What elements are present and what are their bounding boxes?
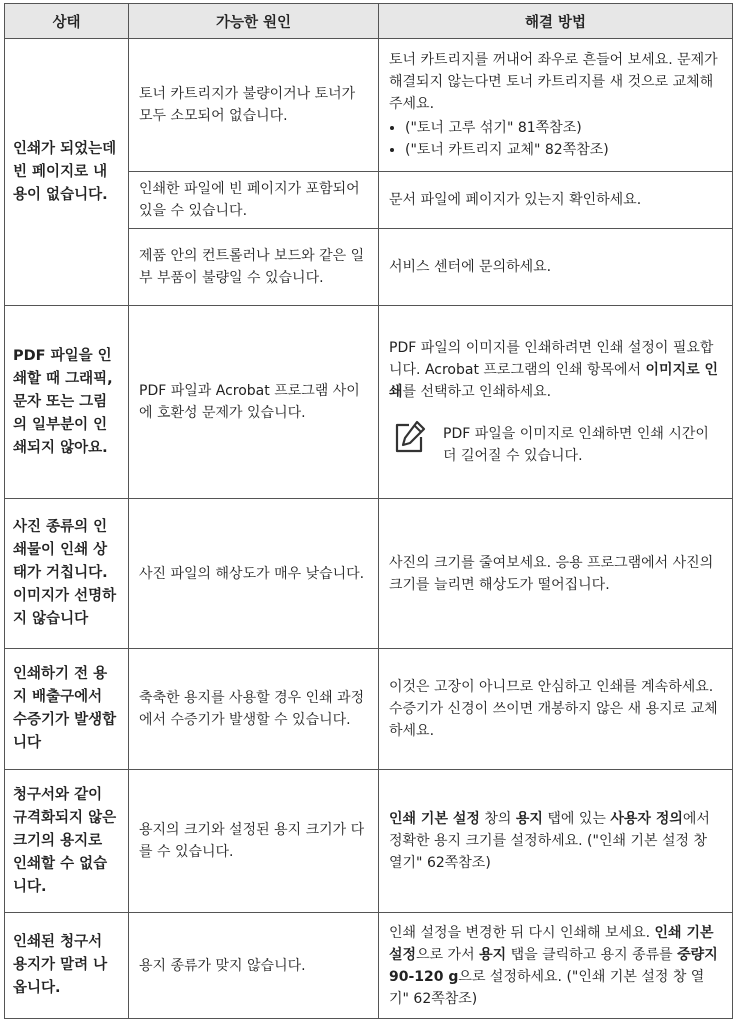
table-row	[5, 499, 733, 649]
cause-cell: 인쇄한 파일에 빈 페이지가 포함되어 있을 수 있습니다.	[129, 172, 379, 229]
cause-cell: 사진 파일의 해상도가 매우 낮습니다.	[129, 499, 379, 649]
solution-cell: 문서 파일에 페이지가 있는지 확인하세요.	[379, 172, 733, 229]
solution-text: PDF 파일의 이미지를 인쇄하려면 인쇄 설정이 필요합니다. Acrobat 프로그램의 인쇄 항목에서 이미지로 인쇄를 선택하고 인쇄하세요.	[389, 340, 719, 400]
solution-cell: 사진의 크기를 줄여보세요. 응용 프로그램에서 사진의 크기를 늘리면 해상도가 떨어집니다.	[379, 499, 733, 649]
cause-cell: 토너 카트리지가 불량이거나 토너가 모두 소모되어 없습니다.	[129, 39, 379, 172]
table-row	[5, 39, 733, 172]
header-row	[5, 4, 733, 39]
emphasis-text: 중량지 90-120 g	[389, 946, 718, 985]
status-cell: 인쇄가 되었는데 빈 페이지로 내용이 없습니다.	[5, 39, 129, 306]
solution-cell: 서비스 센터에 문의하세요.	[379, 229, 733, 306]
troubleshooting-table	[4, 3, 733, 1019]
status-cell: 청구서와 같이 규격화되지 않은 크기의 용지로 인쇄할 수 없습니다.	[5, 770, 129, 913]
note-pencil-icon	[389, 417, 429, 457]
table-row	[5, 306, 733, 499]
solution-text: 토너 카트리지를 꺼내어 좌우로 흔들어 보세요. 문제가 해결되지 않는다면 토너 카트리지를 새 것으로 교체해 주세요.	[389, 52, 718, 112]
table-row	[5, 913, 733, 1019]
emphasis-text: 용지	[515, 811, 543, 827]
emphasis-text: 사용자 정의	[610, 811, 683, 827]
status-cell: 사진 종류의 인쇄물이 인쇄 상태가 거칩니다. 이미지가 선명하지 않습니다	[5, 499, 129, 649]
solution-cell: 인쇄 설정을 변경한 뒤 다시 인쇄해 보세요. 인쇄 기본 설정으로 가서 용지 탭을 클릭하고 용지 종류를 중량지 90-120 g으로 설정하세요. ("인쇄 기본 설정 창 열기" 62쪽참조)	[379, 913, 733, 1019]
note-box	[389, 417, 722, 467]
table-row	[5, 649, 733, 770]
reference-item: • ("토너 고루 섞기" 81쪽참조)	[405, 117, 722, 139]
solution-cell	[379, 39, 733, 172]
note-text: PDF 파일을 이미지로 인쇄하면 인쇄 시간이 더 길어질 수 있습니다.	[443, 426, 709, 464]
status-cell: PDF 파일을 인쇄할 때 그래픽,문자 또는 그림의 일부분이 인쇄되지 않아요.	[5, 306, 129, 499]
cause-cell: PDF 파일과 Acrobat 프로그램 사이에 호환성 문제가 있습니다.	[129, 306, 379, 499]
cause-cell: 축축한 용지를 사용할 경우 인쇄 과정에서 수증기가 발생할 수 있습니다.	[129, 649, 379, 770]
solution-cell: 이것은 고장이 아니므로 안심하고 인쇄를 계속하세요. 수증기가 신경이 쓰이면 개봉하지 않은 새 용지로 교체하세요.	[379, 649, 733, 770]
header-status: 상태	[5, 4, 129, 39]
emphasis-text: 인쇄 기본 설정	[389, 811, 480, 827]
emphasis-text: 인쇄 기본 설정	[389, 924, 714, 963]
reference-list	[389, 117, 722, 161]
cause-cell: 용지 종류가 맞지 않습니다.	[129, 913, 379, 1019]
reference-item: • ("토너 카트리지 교체" 82쪽참조)	[405, 139, 722, 161]
solution-cell: 인쇄 기본 설정 창의 용지 탭에 있는 사용자 정의에서 정확한 용지 크기를 설정하세요. ("인쇄 기본 설정 창 열기" 62쪽참조)	[379, 770, 733, 913]
status-cell: 인쇄된 청구서 용지가 말려 나옵니다.	[5, 913, 129, 1019]
cause-cell: 제품 안의 컨트롤러나 보드와 같은 일부 부품이 불량일 수 있습니다.	[129, 229, 379, 306]
emphasis-text: 용지	[479, 946, 507, 963]
emphasis-text: 이미지로 인쇄	[389, 362, 719, 400]
table-row	[5, 770, 733, 913]
solution-cell	[379, 306, 733, 499]
cause-cell: 용지의 크기와 설정된 용지 크기가 다를 수 있습니다.	[129, 770, 379, 913]
header-solution: 해결 방법	[379, 4, 733, 39]
header-cause: 가능한 원인	[129, 4, 379, 39]
status-cell: 인쇄하기 전 용지 배출구에서 수증기가 발생합니다	[5, 649, 129, 770]
